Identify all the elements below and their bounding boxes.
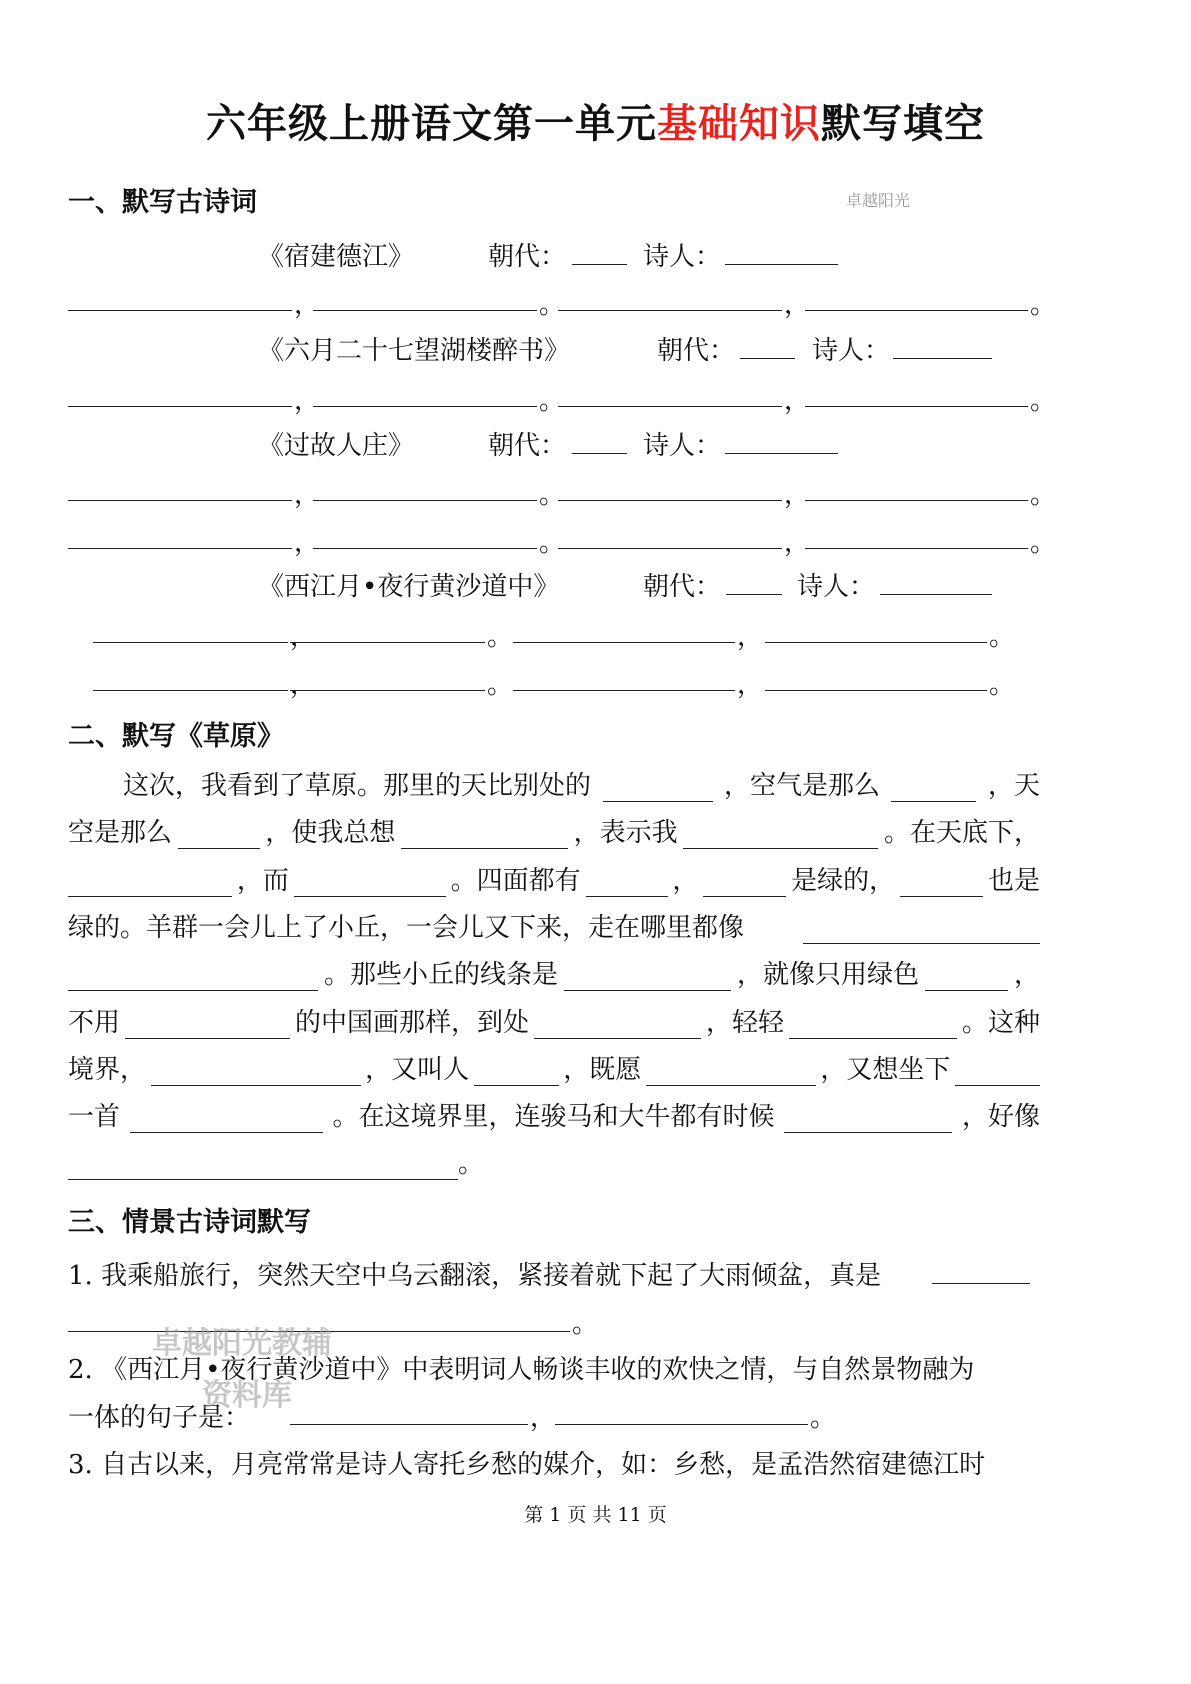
poet-blank[interactable] xyxy=(880,594,992,595)
passage-text: ，好像 xyxy=(961,1102,1040,1133)
period: 。 xyxy=(487,622,514,652)
poet-label: 诗人： xyxy=(797,572,876,602)
period: 。 xyxy=(989,670,1016,700)
answer-blank[interactable] xyxy=(586,870,668,897)
answer-blank[interactable] xyxy=(68,870,232,897)
verse-blank[interactable] xyxy=(68,406,292,407)
passage-text: ，天 xyxy=(987,771,1040,801)
passage-line xyxy=(68,863,1040,897)
answer-blank[interactable] xyxy=(603,775,713,802)
answer-blank[interactable] xyxy=(646,1059,816,1086)
verse-blank[interactable] xyxy=(805,500,1028,501)
passage-text: 也是 xyxy=(987,865,1040,896)
period: 。 xyxy=(1030,528,1057,558)
verse-blank[interactable] xyxy=(765,690,987,691)
watermark-top: 卓越阳光 xyxy=(846,191,911,210)
question-1: 1. 我乘船旅行，突然天空中乌云翻滚，紧接着就下起了大雨倾盆，真是 xyxy=(68,1261,882,1291)
verse-blank[interactable] xyxy=(93,642,288,643)
answer-blank[interactable] xyxy=(803,917,1040,944)
answer-blank[interactable] xyxy=(401,822,568,849)
period: 。 xyxy=(539,528,566,558)
question-2-line2: 一体的句子是： xyxy=(68,1403,251,1433)
answer-blank[interactable] xyxy=(534,1012,701,1039)
period: 。 xyxy=(539,386,566,416)
answer-blank[interactable] xyxy=(925,964,1008,991)
answer-blank[interactable] xyxy=(294,870,446,897)
passage-line xyxy=(68,1099,1040,1133)
dynasty-label: 朝代： xyxy=(643,572,722,602)
verse-blank[interactable] xyxy=(68,548,292,549)
verse-blank[interactable] xyxy=(805,406,1028,407)
answer-blank[interactable] xyxy=(151,1059,361,1086)
passage-line xyxy=(68,957,1040,991)
watermark-logo xyxy=(152,1318,332,1422)
answer-blank[interactable] xyxy=(789,1012,957,1039)
comma: ， xyxy=(294,290,321,320)
passage-text: ，轻轻 xyxy=(705,1007,784,1038)
answer-blank[interactable] xyxy=(564,964,731,991)
verse-blank[interactable] xyxy=(558,500,782,501)
poem-title: 《宿建德江》 xyxy=(258,242,415,272)
period: 。 xyxy=(539,480,566,510)
poem-title: 《西江月•夜行黄沙道中》 xyxy=(258,572,560,602)
poet-blank[interactable] xyxy=(725,264,838,265)
passage-line xyxy=(68,910,1040,944)
passage-text: 境界， xyxy=(68,1054,147,1085)
title-part3: 默写填空 xyxy=(821,101,985,147)
passage-text: ，又想坐下 xyxy=(820,1054,951,1085)
answer-blank[interactable] xyxy=(900,870,983,897)
comma: ， xyxy=(784,386,811,416)
passage-text: 这次，我看到了草原。那里的天比别处的 xyxy=(123,771,592,801)
dynasty-blank[interactable] xyxy=(572,453,627,454)
verse-blank[interactable] xyxy=(513,642,735,643)
poet-blank[interactable] xyxy=(893,358,992,359)
answer-blank[interactable] xyxy=(932,1283,1030,1284)
answer-blank[interactable] xyxy=(891,775,976,802)
question-3: 3. 自古以来，月亮常常是诗人寄托乡愁的媒介，如：乡愁，是孟浩然宿建德江时 xyxy=(68,1450,986,1480)
passage-text: 。在天底下， xyxy=(883,818,1040,849)
answer-blank[interactable] xyxy=(955,1059,1040,1086)
passage-text: 。这种 xyxy=(961,1007,1040,1038)
period: 。 xyxy=(487,670,514,700)
passage-text: 。在这境界里，连骏马和大牛都有时候 xyxy=(332,1102,775,1133)
comma: ， xyxy=(294,480,321,510)
passage-text: 空是那么 xyxy=(68,818,173,849)
passage-text: ，表示我 xyxy=(573,818,678,849)
passage-text: 的中国画那样，到处 xyxy=(294,1007,529,1038)
watermark-line2: 资料库 xyxy=(202,1378,292,1413)
verse-blank[interactable] xyxy=(313,310,537,311)
comma: ， xyxy=(737,622,764,652)
answer-blank[interactable] xyxy=(474,1059,559,1086)
period: 。 xyxy=(1030,480,1057,510)
section3-heading: 三、情景古诗词默写 xyxy=(68,1207,311,1238)
answer-blank[interactable] xyxy=(784,1106,952,1133)
passage-text: 一首 xyxy=(68,1102,121,1133)
verse-blank[interactable] xyxy=(558,406,782,407)
passage-text: ，既愿 xyxy=(563,1054,642,1085)
passage-text: ， xyxy=(672,865,699,896)
dynasty-label: 朝代： xyxy=(488,242,567,272)
passage-text: 。 xyxy=(458,1149,485,1180)
verse-blank[interactable] xyxy=(558,548,782,549)
answer-blank[interactable] xyxy=(703,870,786,897)
comma: ， xyxy=(784,528,811,558)
passage-text: 。四面都有 xyxy=(450,865,581,896)
section2-heading: 二、默写《草原》 xyxy=(68,721,284,752)
comma: ， xyxy=(290,670,317,700)
watermark-line1: 卓越阳光教辅 xyxy=(152,1326,332,1361)
verse-blank[interactable] xyxy=(93,690,288,691)
period: 。 xyxy=(1030,386,1057,416)
poem-title: 《过故人庄》 xyxy=(258,431,415,461)
passage-text: 。那些小丘的线条是 xyxy=(323,960,558,991)
answer-blank[interactable] xyxy=(178,822,260,849)
comma: ， xyxy=(294,528,321,558)
verse-blank[interactable] xyxy=(313,406,537,407)
verse-blank[interactable] xyxy=(68,500,292,501)
verse-blank[interactable] xyxy=(513,690,735,691)
period: 。 xyxy=(539,290,566,320)
answer-blank[interactable] xyxy=(130,1106,323,1133)
dynasty-label: 朝代： xyxy=(657,336,736,366)
verse-blank[interactable] xyxy=(765,642,987,643)
title-part1: 六年级上册语文第一单元 xyxy=(206,101,657,147)
comma: ， xyxy=(737,670,764,700)
title-highlight: 基础知识 xyxy=(657,101,821,147)
passage-line xyxy=(68,1052,1040,1086)
passage-text: ，而 xyxy=(236,865,289,896)
passage-text: ，就像只用绿色 xyxy=(736,960,919,991)
passage-text: ， xyxy=(1013,960,1040,991)
passage-text: ，使我总想 xyxy=(265,818,396,849)
dynasty-label: 朝代： xyxy=(488,431,567,461)
answer-blank[interactable] xyxy=(68,1153,458,1180)
answer-blank[interactable] xyxy=(555,1424,808,1425)
answer-blank[interactable] xyxy=(68,964,318,991)
period: 。 xyxy=(989,622,1016,652)
answer-blank[interactable] xyxy=(683,822,878,849)
poem-title: 《六月二十七望湖楼醉书》 xyxy=(258,336,571,366)
verse-blank[interactable] xyxy=(805,548,1028,549)
verse-blank[interactable] xyxy=(290,642,485,643)
dynasty-blank[interactable] xyxy=(726,594,782,595)
page-title xyxy=(0,92,1191,149)
verse-blank[interactable] xyxy=(290,690,485,691)
passage-text: ，空气是那么 xyxy=(723,771,880,801)
poet-label: 诗人： xyxy=(643,431,722,461)
verse-blank[interactable] xyxy=(558,310,782,311)
passage-text: 绿的。羊群一会儿上了小丘，一会儿又下来，走在哪里都像 xyxy=(68,912,745,943)
period: 。 xyxy=(1030,290,1057,320)
comma: ， xyxy=(294,386,321,416)
verse-blank[interactable] xyxy=(313,500,537,501)
passage-text: 不用 xyxy=(68,1007,121,1038)
period: 。 xyxy=(572,1309,599,1339)
passage-text: ，又叫人 xyxy=(365,1054,470,1085)
passage-line xyxy=(123,768,1040,802)
passage-text: 是绿的， xyxy=(791,865,896,896)
comma: ， xyxy=(784,480,811,510)
verse-blank[interactable] xyxy=(68,310,292,311)
verse-blank[interactable] xyxy=(313,548,537,549)
comma: ， xyxy=(530,1403,557,1433)
passage-line xyxy=(68,1005,1040,1039)
poet-blank[interactable] xyxy=(725,453,838,454)
answer-blank[interactable] xyxy=(290,1424,528,1425)
page-footer: 第 1 页 共 11 页 xyxy=(524,1504,667,1526)
dynasty-blank[interactable] xyxy=(740,358,795,359)
dynasty-blank[interactable] xyxy=(572,264,627,265)
answer-blank[interactable] xyxy=(125,1012,290,1039)
verse-blank[interactable] xyxy=(805,310,1028,311)
question-2: 2. 《西江月•夜行黄沙道中》中表明词人畅谈丰收的欢快之情，与自然景物融为 xyxy=(68,1355,975,1385)
poet-label: 诗人： xyxy=(812,336,891,366)
passage-line xyxy=(68,1146,484,1180)
comma: ， xyxy=(290,622,317,652)
period: 。 xyxy=(810,1403,837,1433)
poet-label: 诗人： xyxy=(643,242,722,272)
section1-heading: 一、默写古诗词 xyxy=(68,187,257,218)
comma: ， xyxy=(784,290,811,320)
passage-line xyxy=(68,815,1040,849)
